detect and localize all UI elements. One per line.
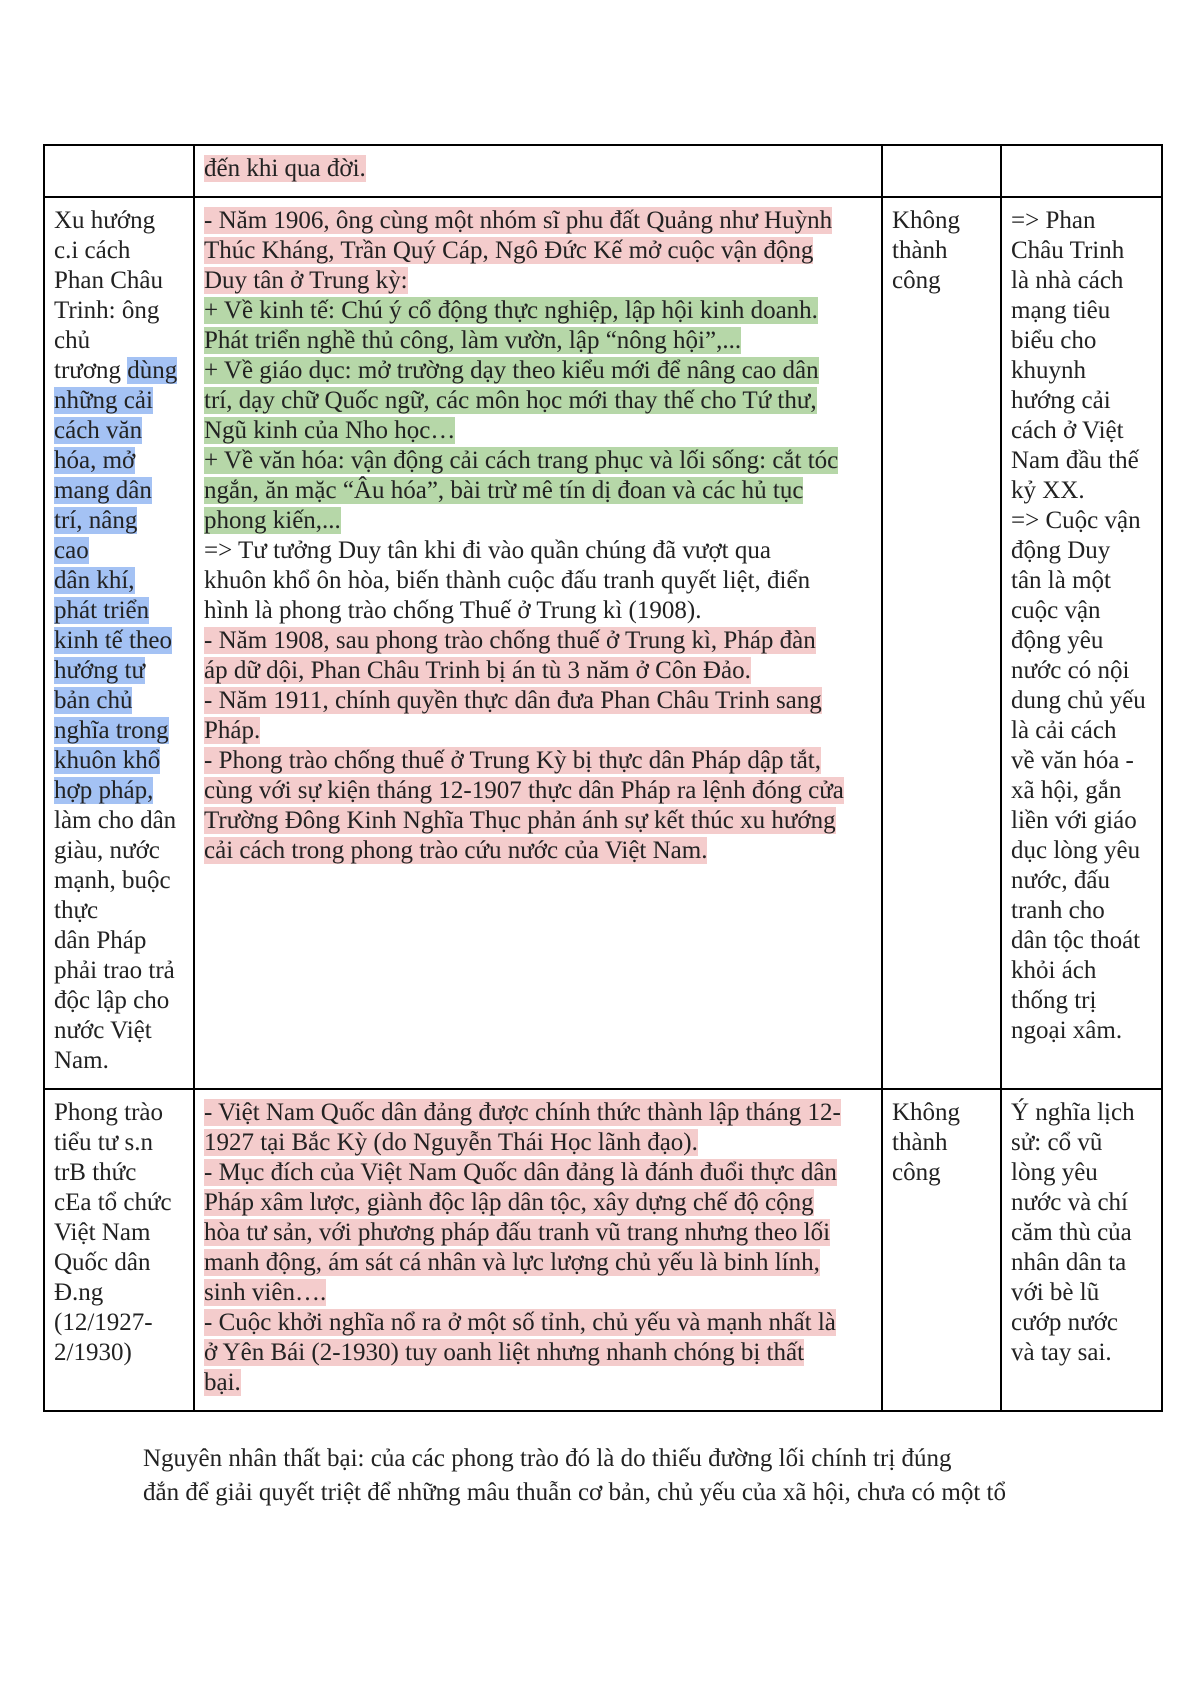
text-line bbox=[204, 836, 872, 866]
text-line-content: ngoại xâm. bbox=[1011, 1017, 1123, 1044]
text-line-content: là nhà cách bbox=[1011, 267, 1124, 294]
text-line-content: phong kiến,... bbox=[204, 507, 341, 534]
text-line bbox=[1011, 566, 1152, 596]
text-line bbox=[1011, 986, 1152, 1016]
text-line-content: Ý nghĩa lịch bbox=[1011, 1099, 1135, 1126]
text-line-content: trí, dạy chữ Quốc ngữ, các môn học mới thay thế cho Tứ thư, bbox=[204, 387, 817, 414]
text-line-content: dân Pháp bbox=[54, 927, 147, 954]
text-line bbox=[892, 266, 991, 296]
text-line bbox=[1011, 1278, 1152, 1308]
text-line-content: (12/1927- bbox=[54, 1309, 153, 1336]
text-line-content: chủ bbox=[54, 327, 91, 354]
text-line bbox=[204, 1188, 872, 1218]
text-line bbox=[1011, 1338, 1152, 1368]
text-line bbox=[54, 656, 184, 686]
pct-content-plain bbox=[204, 536, 872, 626]
text-line bbox=[54, 686, 184, 716]
text-line-content: cEa tổ chức bbox=[54, 1189, 172, 1216]
text-line bbox=[1011, 896, 1152, 926]
text-line-content: ngắn, ăn mặc “Âu hóa”, bài trừ mê tín dị đoan và các hủ tục bbox=[204, 477, 804, 504]
text-line bbox=[1011, 866, 1152, 896]
cell-top-meaning bbox=[1001, 145, 1162, 197]
text-line-content: 1927 tại Bắc Kỳ (do Nguyễn Thái Học lãnh đạo). bbox=[204, 1129, 698, 1156]
text-line-content: 2/1930) bbox=[54, 1339, 132, 1366]
text-line bbox=[892, 1098, 991, 1128]
text-line bbox=[892, 1158, 991, 1188]
text-line-content: công bbox=[892, 1159, 941, 1186]
text-line bbox=[1011, 716, 1152, 746]
text-line-content: - Mục đích của Việt Nam Quốc dân đảng là đánh đuổi thực dân bbox=[204, 1159, 837, 1186]
text-line-content: động Duy bbox=[1011, 537, 1111, 564]
pct-result-lines bbox=[892, 206, 991, 296]
text-line-content: lòng yêu bbox=[1011, 1159, 1098, 1186]
text-line bbox=[54, 776, 184, 806]
text-line-content: dân khí, bbox=[54, 567, 135, 594]
text-line bbox=[204, 266, 872, 296]
text-line-content: đến khi qua đời. bbox=[204, 155, 366, 182]
text-line-content: sử: cổ vũ bbox=[1011, 1129, 1103, 1156]
pct-movement-mixed-highlight: dùng bbox=[127, 357, 178, 384]
text-line-content: cải cách trong phong trào cứu nước của Việt Nam. bbox=[204, 837, 708, 864]
text-line-content: => Phan bbox=[1011, 207, 1096, 234]
cell-top-movement bbox=[44, 145, 194, 197]
text-line-content: cuộc vận bbox=[1011, 597, 1101, 624]
text-line-content: kỷ XX. bbox=[1011, 477, 1085, 504]
text-line-content: Không bbox=[892, 207, 961, 234]
text-line bbox=[204, 656, 872, 686]
text-line-content: Quốc dân bbox=[54, 1249, 151, 1276]
text-line bbox=[54, 236, 184, 266]
text-line bbox=[54, 1218, 184, 1248]
pct-movement-mixed-prefix: trương bbox=[54, 357, 128, 384]
text-line-content: c.i cách bbox=[54, 237, 131, 264]
text-line bbox=[54, 266, 184, 296]
text-line bbox=[1011, 776, 1152, 806]
text-line bbox=[54, 446, 184, 476]
text-line-content: thống trị bbox=[1011, 987, 1097, 1014]
text-line bbox=[1011, 926, 1152, 956]
vnqdd-result-lines bbox=[892, 1098, 991, 1188]
text-line-content: công bbox=[892, 267, 941, 294]
text-line bbox=[54, 206, 184, 236]
text-line-content: biểu cho bbox=[1011, 327, 1097, 354]
text-line bbox=[54, 956, 184, 986]
cell-vnqdd-content bbox=[194, 1089, 882, 1411]
text-line-content: - Cuộc khởi nghĩa nổ ra ở một số tỉnh, chủ yếu và mạnh nhất là bbox=[204, 1309, 836, 1336]
pct-movement-highlighted bbox=[54, 386, 184, 806]
text-line-content: là cải cách bbox=[1011, 717, 1117, 744]
pct-content-green bbox=[204, 296, 872, 536]
text-line bbox=[54, 1278, 184, 1308]
text-line-content: dung chủ yếu bbox=[1011, 687, 1146, 714]
text-line bbox=[54, 536, 184, 566]
text-line-content: nước, đấu bbox=[1011, 867, 1110, 894]
text-line bbox=[204, 476, 872, 506]
text-line-content: Phong trào bbox=[54, 1099, 164, 1126]
text-line-content: Trinh: ông bbox=[54, 297, 160, 324]
text-line bbox=[204, 154, 872, 184]
text-line bbox=[204, 236, 872, 266]
pct-movement-mixed-line bbox=[54, 356, 184, 386]
text-line bbox=[54, 1098, 184, 1128]
text-line bbox=[54, 1128, 184, 1158]
text-line bbox=[54, 506, 184, 536]
text-line bbox=[54, 896, 184, 926]
text-line bbox=[54, 326, 184, 356]
text-line bbox=[1011, 746, 1152, 776]
text-line-content: hình là phong trào chống Thuế ở Trung kì (1908). bbox=[204, 597, 702, 624]
cell-vnqdd-meaning bbox=[1001, 1089, 1162, 1411]
pct-meaning-lines bbox=[1011, 206, 1152, 1046]
text-line bbox=[1011, 836, 1152, 866]
text-line bbox=[1011, 416, 1152, 446]
text-line-content: hòa tư sản, với phương pháp đấu tranh vũ trang nhưng theo lối bbox=[204, 1219, 831, 1246]
text-line-content: tranh cho bbox=[1011, 897, 1105, 924]
text-line bbox=[1011, 446, 1152, 476]
text-line bbox=[1011, 536, 1152, 566]
text-line-content: cao bbox=[54, 537, 89, 564]
text-line-content: phát triển bbox=[54, 597, 150, 624]
text-line-content: thành bbox=[892, 1129, 948, 1156]
pct-content-red-a bbox=[204, 206, 872, 296]
text-line bbox=[1011, 1016, 1152, 1046]
text-line-content: động yêu bbox=[1011, 627, 1104, 654]
text-line-content: dân tộc thoát bbox=[1011, 927, 1141, 954]
text-line-content: và tay sai. bbox=[1011, 1339, 1112, 1366]
text-line-content: mạnh, buộc bbox=[54, 867, 171, 894]
cell-pct-meaning bbox=[1001, 197, 1162, 1089]
text-line bbox=[204, 566, 872, 596]
text-line-content: manh động, ám sát cá nhân và lực lượng chủ yếu là binh lính, bbox=[204, 1249, 820, 1276]
footer-paragraph bbox=[143, 1442, 1103, 1510]
text-line bbox=[204, 806, 872, 836]
text-line-content: Châu Trinh bbox=[1011, 237, 1125, 264]
pct-content-red-b bbox=[204, 626, 872, 866]
vnqdd-movement-lines bbox=[54, 1098, 184, 1368]
text-line bbox=[204, 1368, 872, 1398]
pct-movement-start bbox=[54, 206, 184, 356]
text-line bbox=[143, 1476, 1103, 1510]
text-line bbox=[1011, 1158, 1152, 1188]
text-line bbox=[1011, 1308, 1152, 1338]
text-line-content: tân là một bbox=[1011, 567, 1111, 594]
text-line-content: trB thức bbox=[54, 1159, 137, 1186]
vnqdd-content-lines bbox=[204, 1098, 872, 1398]
text-line-content: giàu, nước bbox=[54, 837, 160, 864]
text-line-content: cách ở Việt bbox=[1011, 417, 1124, 444]
text-line bbox=[143, 1442, 1103, 1476]
text-line bbox=[54, 1046, 184, 1076]
cell-pct-content bbox=[194, 197, 882, 1089]
pct-movement-end bbox=[54, 806, 184, 1076]
text-line-content: khuôn khổ bbox=[54, 747, 161, 774]
text-line bbox=[204, 326, 872, 356]
text-line-content: Duy tân ở Trung kỳ: bbox=[204, 267, 408, 294]
text-line bbox=[892, 1128, 991, 1158]
text-line bbox=[54, 746, 184, 776]
text-line-content: ở Yên Bái (2-1930) tuy oanh liệt nhưng nhanh chóng bị thất bbox=[204, 1339, 805, 1366]
text-line-content: Phát triển nghề thủ công, làm vườn, lập “nông hội”,... bbox=[204, 327, 742, 354]
text-line bbox=[54, 836, 184, 866]
text-line bbox=[1011, 386, 1152, 416]
text-line bbox=[204, 1128, 872, 1158]
text-line-content: - Năm 1911, chính quyền thực dân đưa Phan Châu Trinh sang bbox=[204, 687, 822, 714]
text-line bbox=[204, 1098, 872, 1128]
text-line bbox=[204, 356, 872, 386]
footer-lines bbox=[143, 1442, 1103, 1510]
text-line bbox=[1011, 1248, 1152, 1278]
table-row-phan-chau-trinh bbox=[44, 197, 1162, 1089]
text-line bbox=[1011, 296, 1152, 326]
text-line-content: bại. bbox=[204, 1369, 241, 1396]
text-line bbox=[1011, 1128, 1152, 1158]
text-line-content: => Cuộc vận bbox=[1011, 507, 1141, 534]
text-line-content: sinh viên…. bbox=[204, 1279, 327, 1306]
text-line-content: Nam đầu thế bbox=[1011, 447, 1139, 474]
text-line bbox=[54, 596, 184, 626]
text-line bbox=[204, 746, 872, 776]
text-line-content: hướng tư bbox=[54, 657, 146, 684]
text-line bbox=[204, 206, 872, 236]
text-line bbox=[1011, 236, 1152, 266]
text-line-content: Nguyên nhân thất bại: của các phong trào đó là do thiếu đường lối chính trị đúng bbox=[143, 1445, 952, 1472]
text-line bbox=[204, 596, 872, 626]
text-line bbox=[204, 386, 872, 416]
text-line bbox=[54, 416, 184, 446]
text-line bbox=[204, 1278, 872, 1308]
text-line-content: phải trao trả bbox=[54, 957, 175, 984]
text-line-content: khuôn khổ ôn hòa, biến thành cuộc đấu tranh quyết liệt, điển bbox=[204, 567, 811, 594]
text-line bbox=[1011, 1188, 1152, 1218]
text-line bbox=[204, 416, 872, 446]
text-line-content: Xu hướng bbox=[54, 207, 156, 234]
text-line-content: hợp pháp, bbox=[54, 777, 154, 804]
cell-top-content bbox=[194, 145, 882, 197]
text-line bbox=[1011, 326, 1152, 356]
text-line bbox=[54, 386, 184, 416]
text-line-content: làm cho dân bbox=[54, 807, 177, 834]
text-line bbox=[54, 626, 184, 656]
text-line bbox=[1011, 266, 1152, 296]
text-line bbox=[1011, 476, 1152, 506]
text-line bbox=[54, 476, 184, 506]
text-line-content: Phan Châu bbox=[54, 267, 164, 294]
text-line bbox=[204, 446, 872, 476]
text-line bbox=[204, 296, 872, 326]
text-line bbox=[54, 806, 184, 836]
text-line bbox=[204, 686, 872, 716]
text-line-content: cùng với sự kiện tháng 12-1907 thực dân Pháp ra lệnh đóng cửa bbox=[204, 777, 844, 804]
text-line bbox=[204, 536, 872, 566]
text-line-content: Không bbox=[892, 1099, 961, 1126]
top-content-lines bbox=[204, 154, 872, 184]
text-line-content: tiểu tư s.n bbox=[54, 1129, 153, 1156]
text-line-content: - Phong trào chống thuế ở Trung Kỳ bị thực dân Pháp dập tắt, bbox=[204, 747, 821, 774]
text-line bbox=[1011, 596, 1152, 626]
text-line bbox=[1011, 356, 1152, 386]
text-line-content: áp dữ dội, Phan Châu Trinh bị án tù 3 năm ở Côn Đảo. bbox=[204, 657, 751, 684]
text-line-content: cách văn bbox=[54, 417, 143, 444]
text-line bbox=[204, 1338, 872, 1368]
vnqdd-meaning-lines bbox=[1011, 1098, 1152, 1368]
text-line-content: khuynh bbox=[1011, 357, 1086, 384]
text-line-content: Ngũ kinh của Nho học… bbox=[204, 417, 456, 444]
text-line-content: trí, nâng bbox=[54, 507, 138, 534]
cell-vnqdd-movement bbox=[44, 1089, 194, 1411]
table-row-vnqdd bbox=[44, 1089, 1162, 1411]
text-line-content: mang dân bbox=[54, 477, 152, 504]
text-line-content: nước Việt bbox=[54, 1017, 152, 1044]
text-line bbox=[54, 1308, 184, 1338]
text-line bbox=[1011, 956, 1152, 986]
text-line-content: Đ.ng bbox=[54, 1279, 104, 1306]
text-line bbox=[204, 716, 872, 746]
text-line-content: nước có nội bbox=[1011, 657, 1130, 684]
text-line-content: đắn để giải quyết triệt để những mâu thuẫn cơ bản, chủ yếu của xã hội, chưa có một tổ bbox=[143, 1479, 1006, 1506]
text-line bbox=[54, 1188, 184, 1218]
text-line bbox=[54, 1016, 184, 1046]
text-line-content: thực bbox=[54, 897, 99, 924]
cell-pct-result bbox=[882, 197, 1001, 1089]
text-line-content: + Về văn hóa: vận động cải cách trang phục và lối sống: cắt tóc bbox=[204, 447, 839, 474]
text-line bbox=[1011, 1098, 1152, 1128]
text-line-content: căm thù của bbox=[1011, 1219, 1132, 1246]
text-line bbox=[54, 1158, 184, 1188]
text-line bbox=[54, 566, 184, 596]
text-line-content: hóa, mở bbox=[54, 447, 136, 474]
text-line-content: độc lập cho bbox=[54, 987, 170, 1014]
text-line-content: những cải bbox=[54, 387, 153, 414]
cell-pct-movement bbox=[44, 197, 194, 1089]
text-line-content: + Về kinh tế: Chú ý cổ động thực nghiệp, lập hội kinh doanh. bbox=[204, 297, 818, 324]
text-line-content: - Việt Nam Quốc dân đảng được chính thức thành lập tháng 12- bbox=[204, 1099, 841, 1126]
cell-vnqdd-result bbox=[882, 1089, 1001, 1411]
text-line-content: Trường Đông Kinh Nghĩa Thục phản ánh sự kết thúc xu hướng bbox=[204, 807, 836, 834]
text-line bbox=[54, 1338, 184, 1368]
text-line-content: nghĩa trong bbox=[54, 717, 169, 744]
text-line-content: Thúc Kháng, Trần Quý Cáp, Ngô Đức Kế mở cuộc vận động bbox=[204, 237, 814, 264]
text-line-content: cướp nước bbox=[1011, 1309, 1118, 1336]
text-line-content: liền với giáo bbox=[1011, 807, 1137, 834]
text-line-content: xã hội, gắn bbox=[1011, 777, 1122, 804]
text-line bbox=[892, 206, 991, 236]
text-line-content: => Tư tưởng Duy tân khi đi vào quần chúng đã vượt qua bbox=[204, 537, 771, 564]
text-line bbox=[1011, 626, 1152, 656]
text-line-content: nhân dân ta bbox=[1011, 1249, 1127, 1276]
cell-top-result bbox=[882, 145, 1001, 197]
text-line-content: bản chủ bbox=[54, 687, 133, 714]
text-line bbox=[204, 1158, 872, 1188]
text-line bbox=[54, 716, 184, 746]
text-line bbox=[54, 866, 184, 896]
text-line-content: về văn hóa - bbox=[1011, 747, 1134, 774]
text-line-content: với bè lũ bbox=[1011, 1279, 1100, 1306]
text-line-content: Pháp. bbox=[204, 717, 261, 744]
text-line-content: khỏi ách bbox=[1011, 957, 1097, 984]
text-line bbox=[892, 236, 991, 266]
text-line-content: hướng cải bbox=[1011, 387, 1111, 414]
text-line bbox=[204, 506, 872, 536]
text-line bbox=[54, 926, 184, 956]
history-table bbox=[43, 144, 1163, 1412]
text-line-content: - Năm 1908, sau phong trào chống thuế ở Trung kì, Pháp đàn bbox=[204, 627, 816, 654]
text-line-content: Việt Nam bbox=[54, 1219, 151, 1246]
text-line bbox=[204, 1248, 872, 1278]
text-line-content: dục lòng yêu bbox=[1011, 837, 1141, 864]
text-line bbox=[54, 1248, 184, 1278]
text-line-content: Nam. bbox=[54, 1047, 109, 1074]
text-line bbox=[1011, 656, 1152, 686]
text-line-content: - Năm 1906, ông cùng một nhóm sĩ phu đất Quảng như Huỳnh bbox=[204, 207, 833, 234]
text-line bbox=[204, 626, 872, 656]
text-line-content: thành bbox=[892, 237, 948, 264]
text-line bbox=[54, 986, 184, 1016]
text-line-content: kinh tế theo bbox=[54, 627, 173, 654]
text-line-content: + Về giáo dục: mở trường dạy theo kiểu mới để nâng cao dân bbox=[204, 357, 819, 384]
text-line bbox=[1011, 506, 1152, 536]
text-line-content: Pháp xâm lược, giành độc lập dân tộc, xây dựng chế độ cộng bbox=[204, 1189, 814, 1216]
text-line bbox=[1011, 686, 1152, 716]
table-row-top bbox=[44, 145, 1162, 197]
text-line bbox=[1011, 806, 1152, 836]
text-line-content: mạng tiêu bbox=[1011, 297, 1111, 324]
text-line bbox=[204, 776, 872, 806]
text-line bbox=[54, 296, 184, 326]
text-line-content: nước và chí bbox=[1011, 1189, 1129, 1216]
text-line bbox=[1011, 1218, 1152, 1248]
text-line bbox=[1011, 206, 1152, 236]
text-line bbox=[204, 1308, 872, 1338]
text-line bbox=[204, 1218, 872, 1248]
